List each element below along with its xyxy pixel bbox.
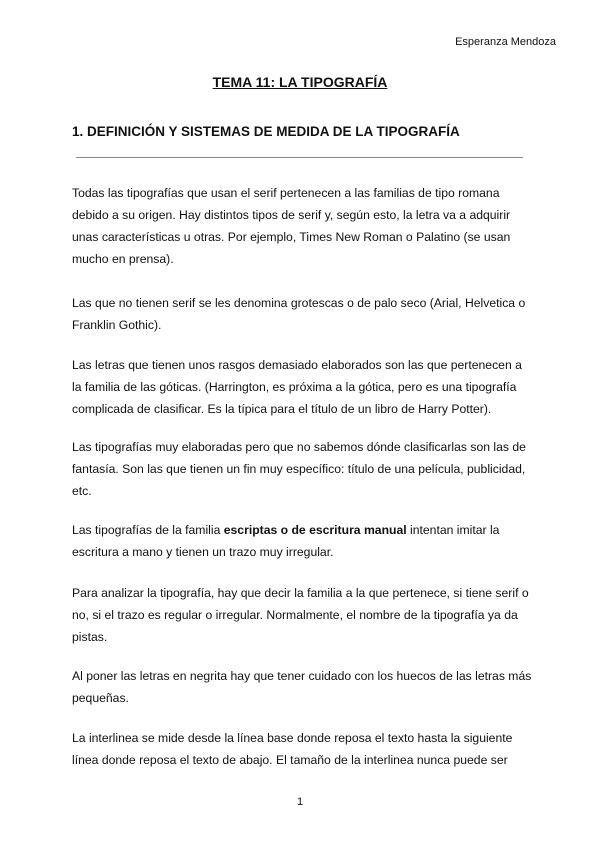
paragraph-4: Las tipografías muy elaboradas pero que no sabemos dónde clasificarlas son las de fantasía. Son las que tienen un fin muy específico: título de una película, publicidad, etc. [72,440,526,498]
paragraph-1: Todas las tipografías que usan el serif pertenecen a las familias de tipo romana debido a su origen. Hay distintos tipos de serif y, según esto, la letra va a adquirir unas características u otras. Por ejemplo, Times New Roman o Palatino (se usan mucho en prensa). [72,186,511,266]
paragraph-7: Al poner las letras en negrita hay que tener cuidado con los huecos de las letras más pequeñas. [72,669,532,705]
paragraph-2: Las que no tienen serif se les denomina grotescas o de palo seco (Arial, Helvetica o Franklin Gothic). [72,296,526,332]
header-author: Esperanza Mendoza [455,36,556,48]
page-title: TEMA 11: LA TIPOGRAFÍA [212,74,388,90]
page-number: 1 [296,796,304,808]
heading-divider [76,157,523,158]
paragraph-8: La interlinea se mide desde la línea base donde reposa el texto hasta la siguiente línea donde reposa el texto de abajo. El tamaño de la interlinea nunca puede ser [72,731,513,767]
paragraph-6: Para analizar la tipografía, hay que decir la familia a la que pertenece, si tiene serif o no, si el trazo es regular o irregular. Normalmente, el nombre de la tipografía ya da pistas. [72,586,529,644]
paragraph-5-text-end: intentan imitar la escritura a mano y tienen un trazo muy irregular. [72,523,500,559]
section-heading: 1. DEFINICIÓN Y SISTEMAS DE MEDIDA DE LA TIPOGRAFÍA [72,124,460,139]
paragraph-5 [72,519,532,563]
paragraph-5-bold-text: escriptas o de escritura manual [223,523,407,537]
paragraph-3: Las letras que tienen unos rasgos demasiado elaborados son las que pertenecen a la familia de las góticas. (Harrington, es próxima a la gótica, pero es una tipografía complicada de clasificar. Es la típica para el título de un libro de Harry Potter). [72,358,522,416]
paragraph-5-text-start: Las tipografías de la familia [72,523,224,537]
